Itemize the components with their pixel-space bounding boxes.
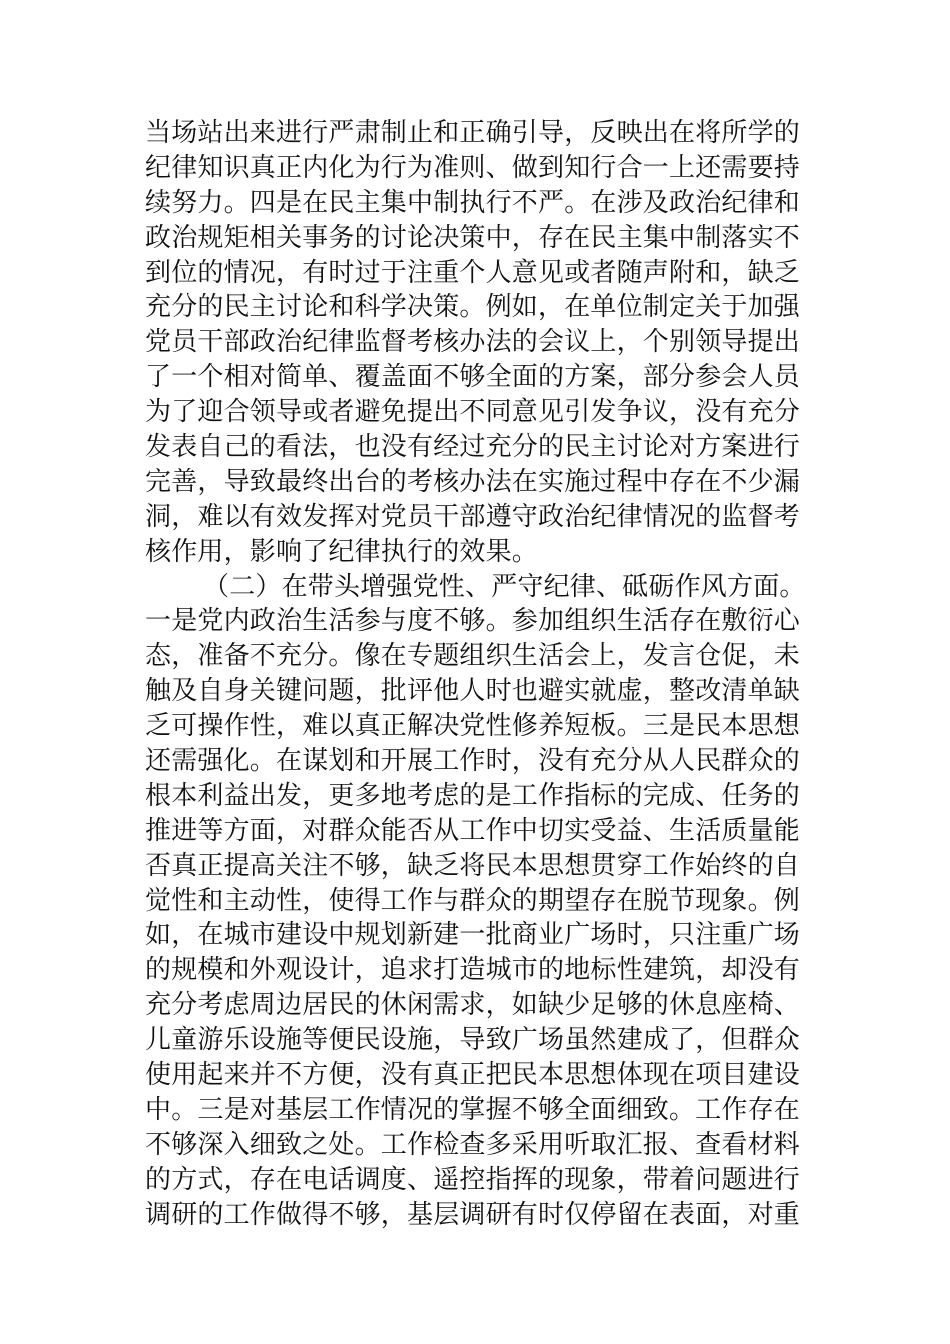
text-line: 根本利益出发，更多地考虑的是工作指标的完成、任务的 bbox=[145, 780, 801, 811]
text-line: 不够深入细致之处。工作检查多采用听取汇报、查看材料 bbox=[145, 1129, 801, 1160]
text-line: 态，准备不充分。像在专题组织生活会上，发言仓促，未 bbox=[145, 641, 801, 672]
text-line: 的规模和外观设计，追求打造城市的地标性建筑，却没有 bbox=[145, 955, 801, 986]
text-line: 乏可操作性，难以真正解决党性修养短板。三是民本思想 bbox=[145, 711, 801, 742]
text-line: 触及自身关键问题，批评他人时也避实就虚，整改清单缺 bbox=[145, 676, 801, 707]
text-line: 为了迎合领导或者避免提出不同意见引发争议，没有充分 bbox=[145, 397, 801, 428]
text-line: 儿童游乐设施等便民设施，导致广场虽然建成了，但群众 bbox=[145, 1025, 801, 1056]
section-heading: （二）在带头增强党性、严守纪律、砥砺作风方面。 bbox=[203, 571, 806, 602]
text-line: 洞，难以有效发挥对党员干部遵守政治纪律情况的监督考 bbox=[145, 501, 801, 532]
text-line: 觉性和主动性，使得工作与群众的期望存在脱节现象。例 bbox=[145, 885, 801, 916]
text-line: 政治规矩相关事务的讨论决策中，存在民主集中制落实不 bbox=[145, 222, 801, 253]
text-line: 充分的民主讨论和科学决策。例如，在单位制定关于加强 bbox=[145, 292, 801, 323]
text-line: 续努力。四是在民主集中制执行不严。在涉及政治纪律和 bbox=[145, 187, 801, 218]
text-line: 发表自己的看法，也没有经过充分的民主讨论对方案进行 bbox=[145, 432, 801, 463]
text-line: 当场站出来进行严肃制止和正确引导，反映出在将所学的 bbox=[145, 118, 801, 148]
text-line: 使用起来并不方便，没有真正把民本思想体现在项目建设 bbox=[145, 1060, 801, 1091]
text-line: 中。三是对基层工作情况的掌握不够全面细致。工作存在 bbox=[145, 1094, 801, 1125]
body-text bbox=[145, 116, 815, 1233]
text-line: 完善，导致最终出台的考核办法在实施过程中存在不少漏 bbox=[145, 466, 801, 497]
text-line: 了一个相对简单、覆盖面不够全面的方案，部分参会人员 bbox=[145, 362, 801, 393]
text-line: 推进等方面，对群众能否从工作中切实受益、生活质量能 bbox=[145, 815, 801, 846]
text-line: 一是党内政治生活参与度不够。参加组织生活存在敷衍心 bbox=[145, 606, 801, 637]
text-line: 还需强化。在谋划和开展工作时，没有充分从人民群众的 bbox=[145, 746, 801, 777]
text-line: 调研的工作做得不够，基层调研有时仅停留在表面，对重 bbox=[145, 1199, 801, 1230]
text-line: 到位的情况，有时过于注重个人意见或者随声附和，缺乏 bbox=[145, 257, 801, 288]
text-line: 充分考虑周边居民的休闲需求，如缺少足够的休息座椅、 bbox=[145, 990, 801, 1021]
text-line: 如，在城市建设中规划新建一批商业广场时，只注重广场 bbox=[145, 920, 801, 951]
text-line: 的方式，存在电话调度、遥控指挥的现象，带着问题进行 bbox=[145, 1164, 801, 1195]
text-line: 纪律知识真正内化为行为准则、做到知行合一上还需要持 bbox=[145, 152, 801, 183]
text-line: 党员干部政治纪律监督考核办法的会议上，个别领导提出 bbox=[145, 327, 801, 358]
text-line: 否真正提高关注不够，缺乏将民本思想贯穿工作始终的自 bbox=[145, 850, 801, 881]
text-line: 核作用，影响了纪律执行的效果。 bbox=[145, 536, 539, 567]
